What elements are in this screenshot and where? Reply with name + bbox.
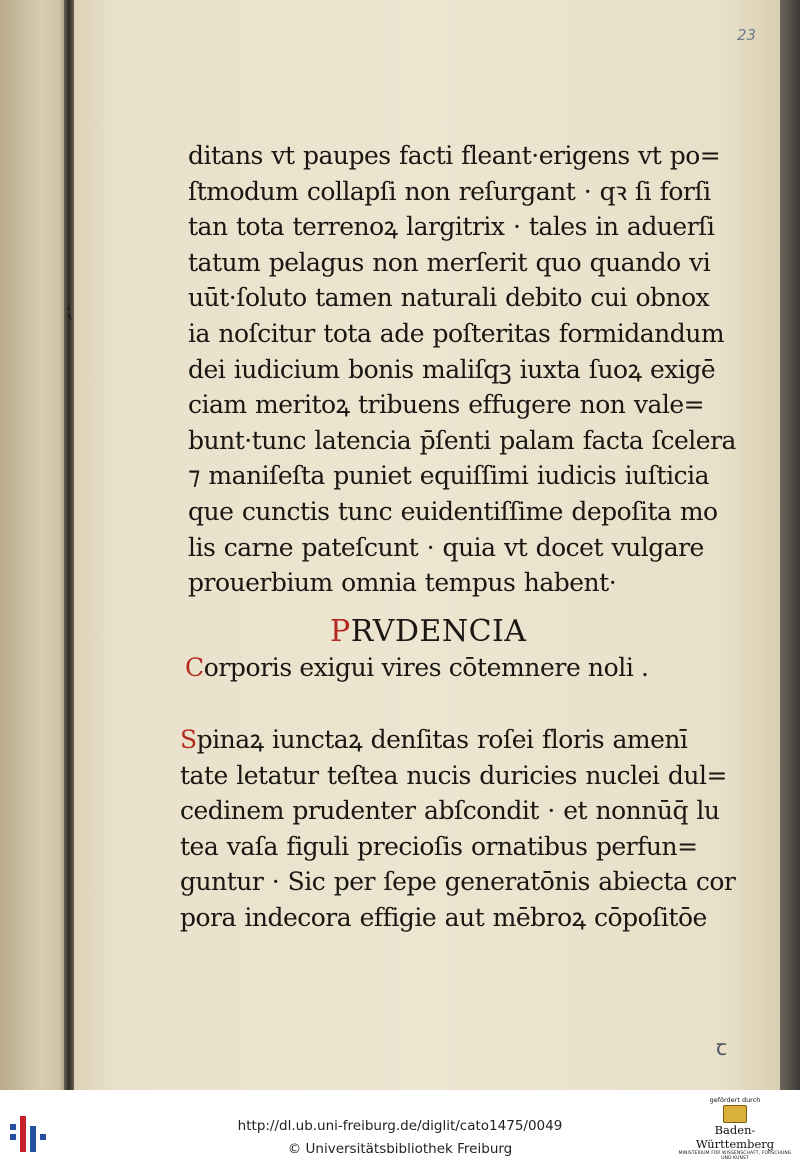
verse-line [185, 653, 649, 682]
text-line: lis carne pateſcunt · quia vt docet vulgare [188, 532, 704, 562]
text-line: ⁊ maniſeſta puniet equiſſimi iudicis iuſticia [188, 461, 709, 491]
book-gutter [64, 0, 74, 1090]
text-line: que cunctis tunc euidentiſſime depoſita mo [188, 496, 718, 526]
heading-initial: P [330, 614, 351, 649]
verse-initial: C [185, 653, 204, 682]
permalink[interactable]: http://dl.ub.uni-freiburg.de/diglit/cato1475/0049 [237, 1118, 563, 1134]
text-line: guntur · Sic per ſepe generatōnis abiecta cor [180, 867, 736, 897]
margin-mark: ⁏ [65, 298, 73, 323]
pencil-mark: ꞇ [716, 1036, 727, 1061]
text-line: tatum pelagus non merſerit quo quando vi [188, 247, 711, 277]
heading-text: RVDENCIA [350, 614, 527, 649]
text-line: uūt·ſoluto tamen naturali debito cui obnox [188, 283, 710, 313]
body-text [188, 138, 736, 601]
crest-icon [723, 1105, 747, 1123]
text-line: ſtmodum collapſi non reſurgant · qꝛ ſi forſi [188, 176, 711, 206]
sponsor-caption: gefördert durch [709, 1096, 761, 1104]
folio-number: 23 [737, 26, 757, 44]
sponsor-name: Baden-Württemberg [695, 1123, 775, 1151]
text-line: ia noſcitur tota ade poſteritas formidandum [188, 318, 725, 348]
sponsor-logo [676, 1096, 794, 1161]
verse-text: orporis exigui vires cōtemnere noli . [203, 653, 649, 682]
copyright-notice: © Universitätsbibliothek Freiburg [287, 1141, 513, 1157]
text-line: dei iudicium bonis maliſqꝫ iuxta ſuoꝝ exigē [188, 354, 716, 384]
text-line [180, 722, 700, 758]
sponsor-ministry: MINISTERIUM FÜR WISSENSCHAFT, FORSCHUNG UND KUNST [678, 1151, 792, 1161]
text-line: ciam meritoꝝ tribuens effugere non vale= [188, 390, 705, 420]
text-line: tea vaſa figuli precioſis ornatibus perfun= [180, 831, 698, 861]
previous-page-edge [0, 0, 73, 1090]
commentary-text [180, 722, 736, 936]
text-line: cedinem prudenter abſcondit · et nonnūq̄ lu [180, 796, 720, 826]
text-line-content: pinaꝝ iunctaꝝ denſitas roſei floris amenī [196, 725, 688, 754]
text-line: prouerbium omnia tempus habent· [188, 568, 617, 598]
paragraph-initial: S [180, 725, 197, 754]
right-page-edge [780, 0, 800, 1090]
text-line: pora indecora effigie aut mēbroꝝ cōpoſitōe [180, 902, 707, 932]
text-line: tan tota terrenoꝝ largitrix · tales in aduerſi [188, 212, 715, 242]
text-line: ditans vt paupes facti fleant·erigens vt po= [188, 141, 721, 170]
text-line: bunt·tunc latencia p̄ſenti palam facta ſcelera [188, 425, 736, 455]
section-heading [330, 614, 527, 649]
text-line: tate letatur teſtea nucis duricies nuclei dul= [180, 760, 727, 790]
